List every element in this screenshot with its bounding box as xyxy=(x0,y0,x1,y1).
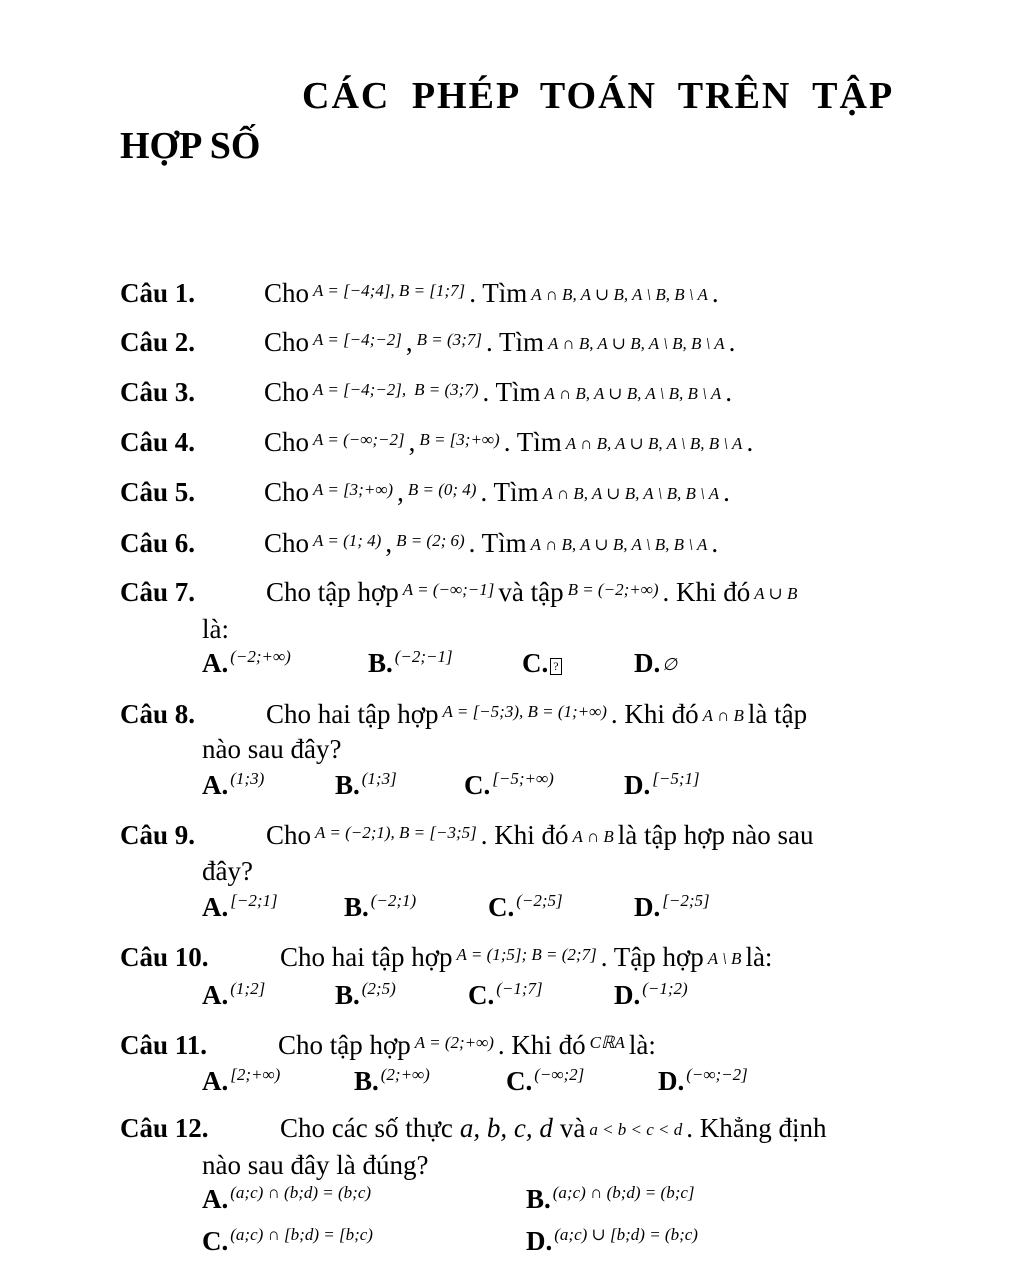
option-letter: B. xyxy=(368,648,393,678)
math-expression: A = [−5;3), B = (1;+∞) xyxy=(442,702,607,721)
option-value: (−2;5] xyxy=(516,891,563,910)
question-text: Cho xyxy=(264,377,310,407)
math-expression: A = (1; 4) xyxy=(313,531,382,550)
question-label: Câu 4. xyxy=(120,427,196,457)
question-text: . Tìm xyxy=(503,427,562,457)
option-letter: D. xyxy=(526,1226,553,1256)
option-value: (a;c) ∪ [b;d) = (b;c) xyxy=(554,1225,698,1244)
option-value: ∅ xyxy=(662,655,678,674)
answer-option-d[interactable] xyxy=(658,1066,752,1097)
question-label: Câu 3. xyxy=(120,377,196,407)
option-value: (a;c) ∩ (b;d) = (b;c) xyxy=(230,1183,372,1202)
option-letter: A. xyxy=(202,980,229,1010)
answer-option-c[interactable] xyxy=(488,892,567,923)
option-value: (−∞;2] xyxy=(534,1065,585,1084)
question-continuation: nào sau đây là đúng? xyxy=(202,1150,429,1180)
math-expression: A = (−∞;−2] xyxy=(313,430,405,449)
math-expression: B = (3;7] xyxy=(416,330,482,349)
answer-option-b[interactable] xyxy=(335,770,401,801)
question-text: . Tìm xyxy=(469,278,528,308)
option-value: (2;5) xyxy=(361,979,396,998)
question-text: Cho hai tập hợp xyxy=(266,699,439,729)
question-1 xyxy=(120,278,719,314)
answer-option-c[interactable] xyxy=(506,1066,588,1097)
document-title-line-1: CÁC PHÉP TOÁN TRÊN TẬP xyxy=(302,75,895,117)
question-text: . Tìm xyxy=(468,528,527,558)
math-expression: A = (1;5]; B = (2;7] xyxy=(456,945,597,964)
question-text: Cho xyxy=(264,477,310,507)
answer-option-c[interactable] xyxy=(202,1226,377,1257)
answer-option-c[interactable] xyxy=(468,980,547,1011)
option-letter: B. xyxy=(526,1184,551,1214)
answer-option-a[interactable] xyxy=(202,1066,284,1097)
option-letter: C. xyxy=(506,1066,533,1096)
answer-option-b[interactable] xyxy=(526,1184,699,1215)
question-text: . Tìm xyxy=(482,377,541,407)
option-value: (−2;−1] xyxy=(394,647,453,666)
question-label: Câu 2. xyxy=(120,327,196,357)
option-letter: B. xyxy=(344,892,369,922)
option-value: (2;+∞) xyxy=(380,1065,430,1084)
question-text: . Khi đó xyxy=(662,577,751,607)
question-12 xyxy=(120,1113,827,1149)
question-text: là: xyxy=(628,1030,656,1060)
missing-glyph-icon: ? xyxy=(550,658,561,675)
question-text: . Tìm xyxy=(480,477,539,507)
answer-option-a[interactable] xyxy=(202,980,269,1011)
math-expression: A \ B xyxy=(707,949,742,968)
math-expression: B = (0; 4) xyxy=(407,480,477,499)
option-letter: A. xyxy=(202,892,229,922)
math-expression: B = (3;7) xyxy=(414,380,479,399)
question-text: Cho tập hợp xyxy=(278,1030,411,1060)
option-value: [2;+∞) xyxy=(230,1065,281,1084)
question-text: . Khi đó xyxy=(480,820,569,850)
answer-option-d[interactable] xyxy=(526,1226,702,1257)
question-label: Câu 5. xyxy=(120,477,196,507)
question-label: Câu 9. xyxy=(120,820,196,850)
option-value: (−1;2) xyxy=(642,979,688,998)
question-text: , xyxy=(405,327,413,357)
question-text: . xyxy=(725,377,732,407)
question-text: là tập hợp nào sau xyxy=(617,820,814,850)
math-expression: B = (2; 6) xyxy=(396,531,465,550)
option-value: (1;2] xyxy=(230,979,266,998)
math-expression: B = [3;+∞) xyxy=(419,430,500,449)
question-6 xyxy=(120,528,718,564)
question-10 xyxy=(120,942,772,978)
option-letter: B. xyxy=(335,980,360,1010)
question-text: là: xyxy=(745,942,773,972)
question-8 xyxy=(120,699,807,735)
math-expression: A ∩ B, A ∪ B, A \ B, B \ A xyxy=(565,434,743,453)
math-expression: A = [−4;4], B = [1;7] xyxy=(313,281,466,300)
option-value: [−5;1] xyxy=(652,769,700,788)
option-value: [−5;+∞) xyxy=(492,769,554,788)
option-value: (−2;1) xyxy=(370,891,417,910)
math-expression: A = (−2;1), B = [−3;5] xyxy=(315,823,477,842)
question-label: Câu 12. xyxy=(120,1113,209,1143)
option-letter: D. xyxy=(624,770,651,800)
math-expression: A = (−∞;−1] xyxy=(402,580,495,599)
math-expression: A ∩ B, A ∪ B, A \ B, B \ A xyxy=(547,334,725,353)
question-text: Cho xyxy=(266,820,312,850)
question-text: . xyxy=(746,427,754,457)
question-text: Cho hai tập hợp xyxy=(280,942,453,972)
option-value: (−∞;−2] xyxy=(686,1065,748,1084)
question-text: , xyxy=(385,528,393,558)
question-text: Cho tập hợp xyxy=(266,577,399,607)
math-expression: A ∪ B xyxy=(754,584,798,603)
answer-option-d[interactable] xyxy=(634,892,714,923)
question-text: . xyxy=(723,477,730,507)
option-value: [−2;5] xyxy=(662,891,710,910)
option-letter: A. xyxy=(202,648,229,678)
answer-option-d[interactable] xyxy=(634,648,681,679)
question-3 xyxy=(120,377,732,413)
option-letter: C. xyxy=(464,770,491,800)
answer-option-b[interactable] xyxy=(344,892,420,923)
question-label: Câu 6. xyxy=(120,528,196,558)
option-value: (1;3) xyxy=(230,769,265,788)
answer-option-b[interactable] xyxy=(354,1066,434,1097)
option-letter: A. xyxy=(202,1066,229,1096)
option-value: (1;3] xyxy=(361,769,397,788)
question-continuation: nào sau đây? xyxy=(202,734,342,764)
option-value: (a;c) ∩ (b;d) = (b;c] xyxy=(552,1183,695,1202)
option-letter: D. xyxy=(658,1066,685,1096)
answer-option-a[interactable] xyxy=(202,1184,375,1215)
question-text: là tập xyxy=(747,699,808,729)
option-letter: C. xyxy=(468,980,495,1010)
math-expression: a < b < c < d xyxy=(589,1120,683,1139)
question-label: Câu 10. xyxy=(120,942,209,972)
variables-text: a, b, c, d xyxy=(459,1113,553,1143)
question-text: Cho xyxy=(264,528,310,558)
question-5 xyxy=(120,477,730,513)
option-letter: C. xyxy=(202,1226,229,1256)
math-expression: A ∩ B, A ∪ B, A \ B, B \ A xyxy=(544,384,722,403)
option-letter: C. xyxy=(488,892,515,922)
question-text: và xyxy=(559,1113,586,1143)
question-label: Câu 7. xyxy=(120,577,196,607)
question-text: , xyxy=(408,427,416,457)
question-continuation: là: xyxy=(202,614,229,644)
question-text: . Tập hợp xyxy=(600,942,704,972)
question-text: Cho xyxy=(264,327,310,357)
answer-option-a[interactable] xyxy=(202,892,282,923)
answer-option-c[interactable] xyxy=(522,648,566,679)
option-value: (−1;7] xyxy=(496,979,543,998)
question-9 xyxy=(120,820,813,856)
question-text: . Khẳng định xyxy=(686,1113,827,1143)
question-text: . xyxy=(711,528,719,558)
question-text: . xyxy=(728,327,736,357)
answer-option-b[interactable] xyxy=(335,980,400,1011)
math-expression: B = (−2;+∞) xyxy=(567,580,659,599)
option-letter: D. xyxy=(634,648,661,678)
answer-option-d[interactable] xyxy=(624,770,704,801)
answer-option-a[interactable] xyxy=(202,648,295,679)
question-text: Cho xyxy=(264,427,310,457)
math-expression: A ∩ B xyxy=(702,706,744,725)
option-letter: D. xyxy=(634,892,661,922)
math-expression: A ∩ B, A ∪ B, A \ B, B \ A xyxy=(542,484,720,503)
question-4 xyxy=(120,427,753,463)
question-11 xyxy=(120,1030,656,1066)
option-value: (a;c) ∩ [b;d) = [b;c) xyxy=(230,1225,373,1244)
question-2 xyxy=(120,327,735,363)
question-text: Cho các số thực xyxy=(280,1113,453,1143)
option-value: [−2;1] xyxy=(230,891,278,910)
question-label: Câu 8. xyxy=(120,699,196,729)
question-text: Cho xyxy=(264,278,310,308)
math-expression: CℝA xyxy=(589,1033,625,1052)
math-expression: A = [3;+∞) xyxy=(313,480,394,499)
option-letter: C. xyxy=(522,648,549,678)
math-expression: A ∩ B xyxy=(572,827,614,846)
answer-option-a[interactable] xyxy=(202,770,268,801)
math-expression: A ∩ B, A ∪ B, A \ B, B \ A xyxy=(530,535,708,554)
math-expression: A = [−4;−2], xyxy=(313,380,407,399)
question-label: Câu 11. xyxy=(120,1030,208,1060)
option-letter: A. xyxy=(202,770,229,800)
question-text: , xyxy=(397,477,404,507)
math-expression: A = (2;+∞) xyxy=(414,1033,494,1052)
option-letter: B. xyxy=(354,1066,379,1096)
option-value: (−2;+∞) xyxy=(230,647,291,666)
question-text: . Tìm xyxy=(485,327,544,357)
question-text: . xyxy=(711,278,719,308)
answer-option-b[interactable] xyxy=(368,648,457,679)
math-expression: A = [−4;−2] xyxy=(313,330,402,349)
answer-option-d[interactable] xyxy=(614,980,692,1011)
option-letter: B. xyxy=(335,770,360,800)
option-letter: A. xyxy=(202,1184,229,1214)
document-title-line-2: HỢP SỐ xyxy=(120,125,261,167)
option-letter: D. xyxy=(614,980,641,1010)
math-expression: A ∩ B, A ∪ B, A \ B, B \ A xyxy=(531,285,708,304)
question-label: Câu 1. xyxy=(120,278,196,308)
question-text: và tập xyxy=(498,577,564,607)
question-7 xyxy=(120,577,801,613)
question-text: . Khi đó xyxy=(497,1030,586,1060)
question-continuation: đây? xyxy=(202,856,253,886)
question-text: . Khi đó xyxy=(610,699,699,729)
answer-option-c[interactable] xyxy=(464,770,558,801)
